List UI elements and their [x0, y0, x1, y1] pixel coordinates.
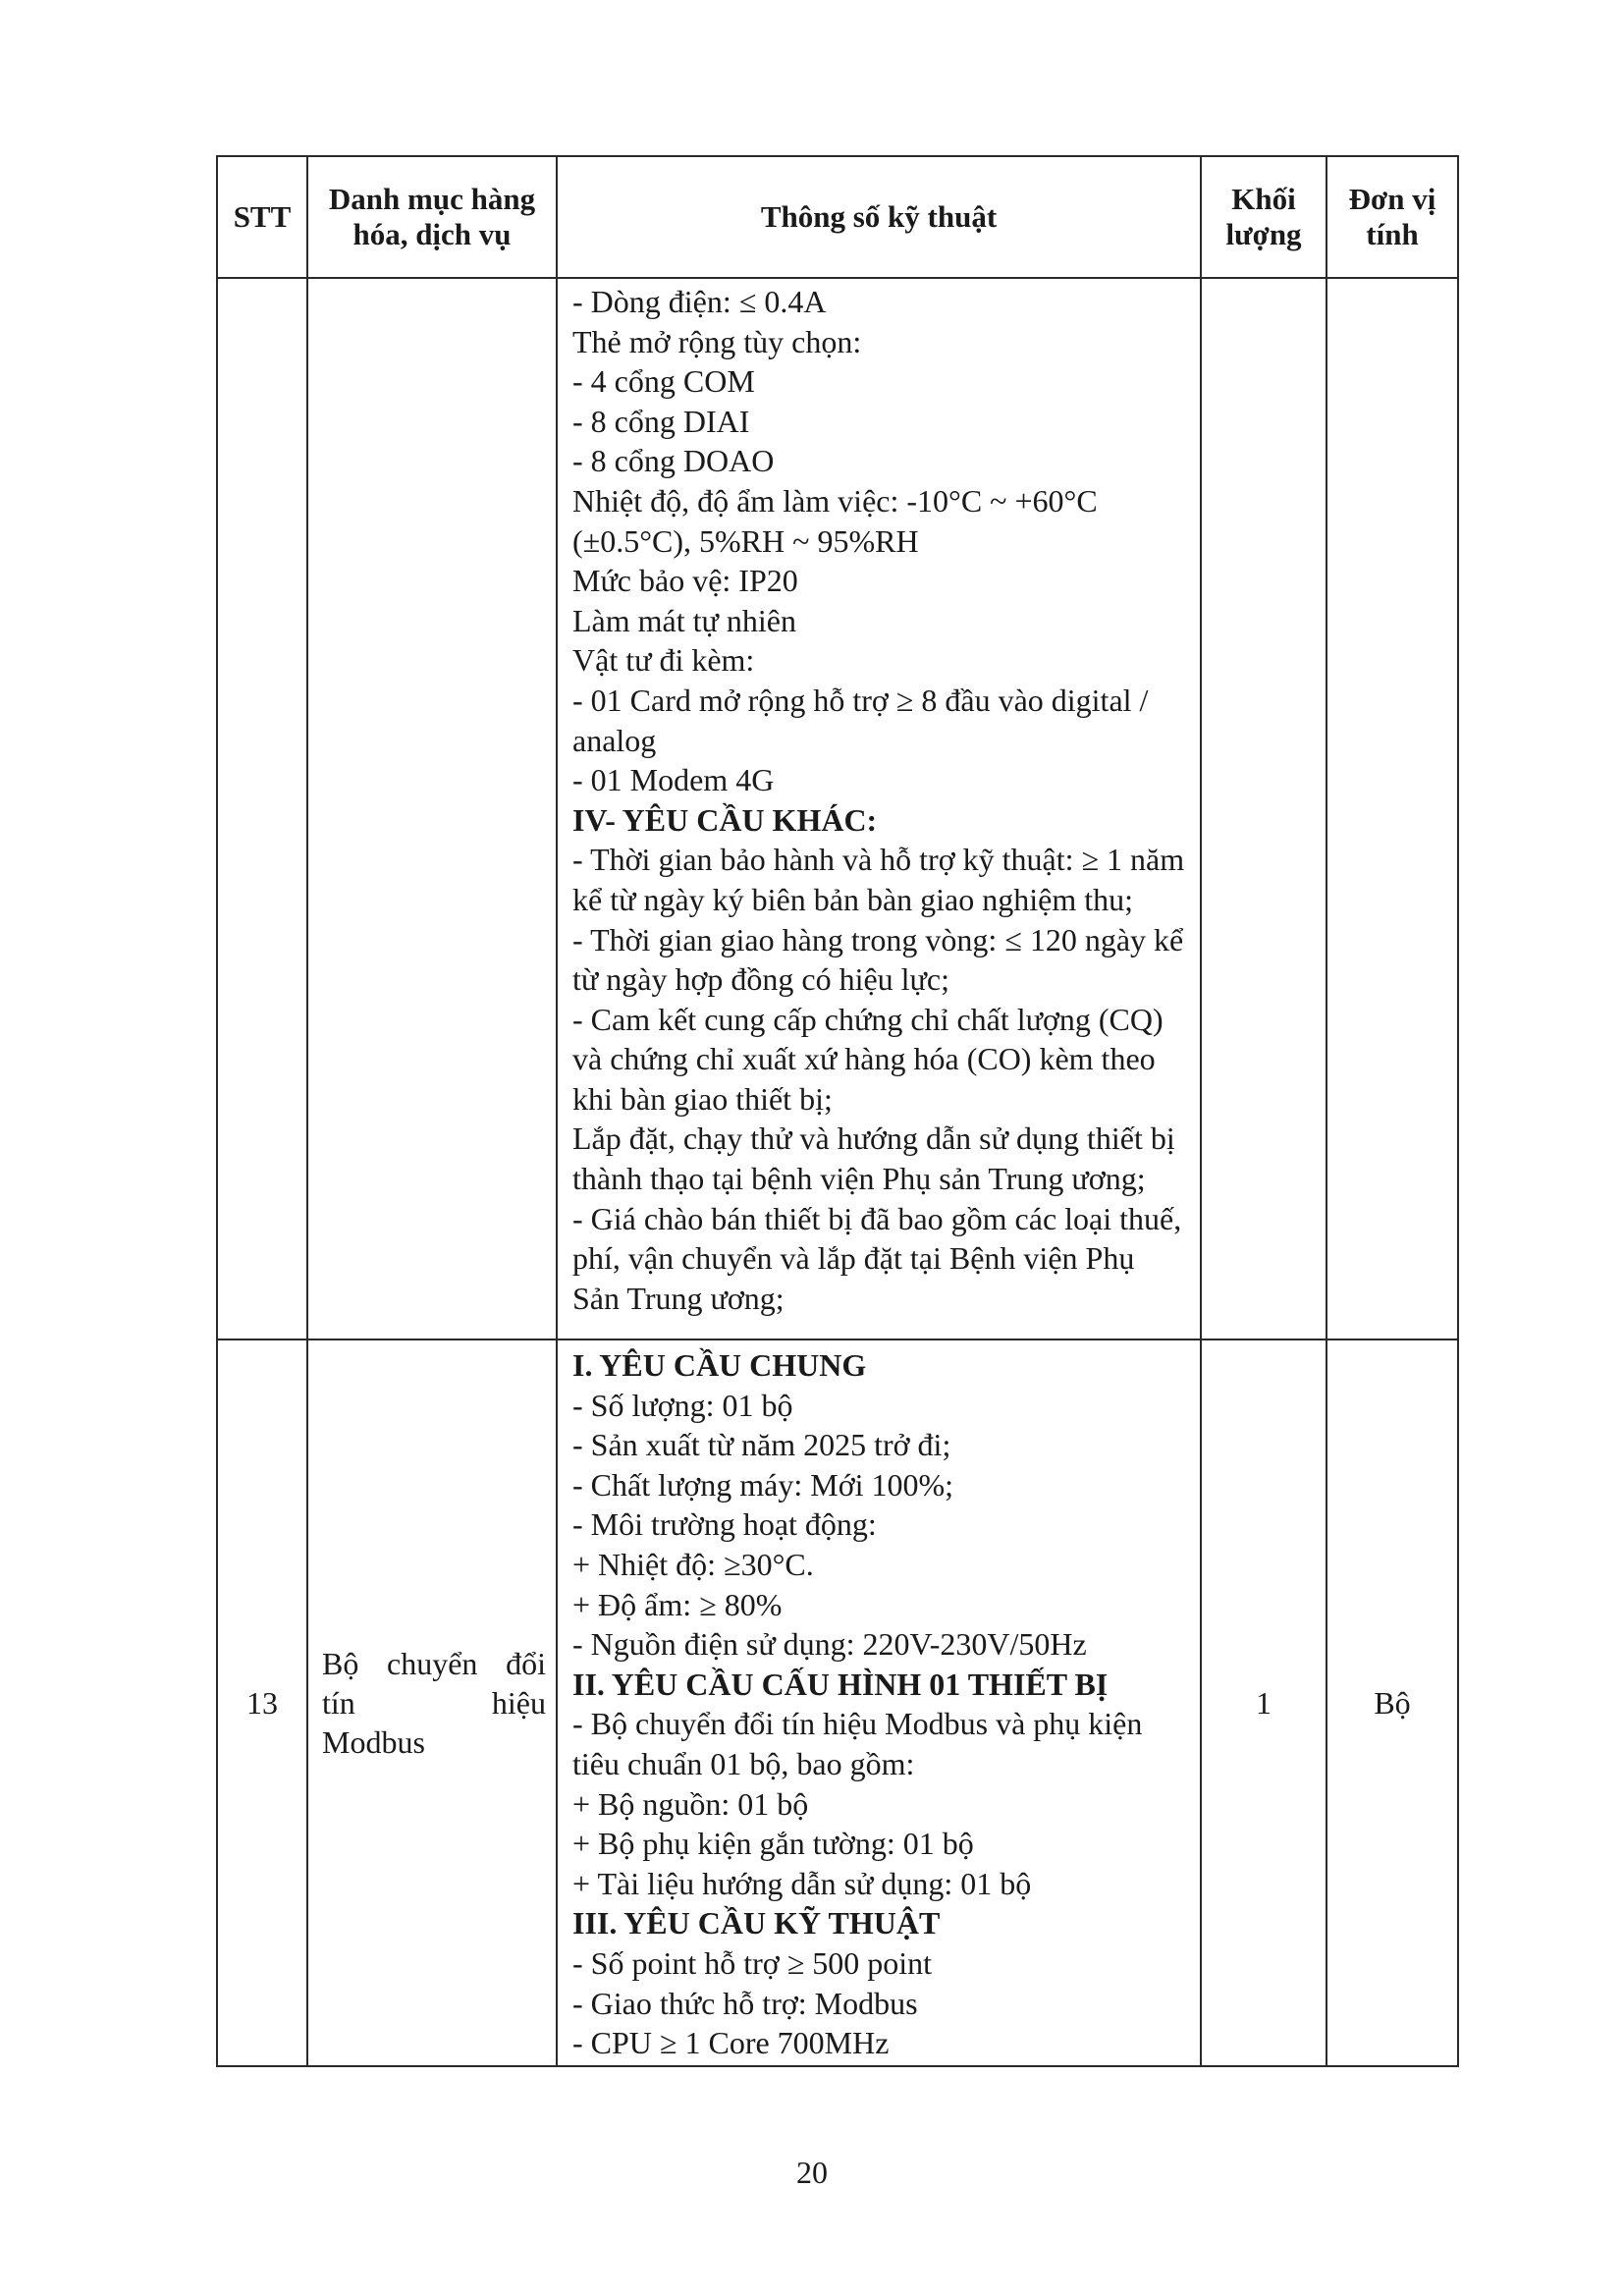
page-number: 20	[796, 2155, 828, 2190]
spec-line: Thẻ mở rộng tùy chọn:	[572, 323, 862, 359]
spec-line: - Cam kết cung cấp chứng chỉ chất lượng (CQ) và chứng chỉ xuất xứ hàng hóa (CO) kèm theo khi bàn giao thiết bị;	[572, 1001, 1164, 1117]
row2-stt: 13	[217, 1339, 307, 2066]
row2-qty: 1	[1201, 1339, 1326, 2066]
row1-name-cell	[307, 278, 557, 1339]
spec-line: + Độ ẩm: ≥ 80%	[572, 1586, 783, 1622]
spec-line: - Dòng điện: ≤ 0.4A	[572, 284, 827, 319]
spec-line: - 01 Card mở rộng hỗ trợ ≥ 8 đầu vào digital / analog	[572, 682, 1149, 758]
table-row	[217, 278, 1458, 1339]
spec-line: Nhiệt độ, độ ẩm làm việc: -10°C ~ +60°C (±0.5°C), 5%RH ~ 95%RH	[572, 482, 1098, 559]
header-qty: Khối lượng	[1201, 156, 1326, 278]
spec-line: - Bộ chuyển đổi tín hiệu Modbus và phụ kiện tiêu chuẩn 01 bộ, bao gồm:	[572, 1706, 1143, 1781]
header-stt: STT	[217, 156, 307, 278]
spec-line: - CPU ≥ 1 Core 700MHz	[572, 2025, 890, 2061]
spec-line: - 8 cổng DIAI	[572, 403, 750, 439]
spec-line: - Số point hỗ trợ ≥ 500 point	[572, 1944, 933, 1981]
row2-name-cell	[307, 1339, 557, 2066]
item-name-line: tín hiệu	[322, 1685, 546, 1721]
row1-qty-cell	[1201, 278, 1326, 1339]
row1-spec-text	[559, 280, 1199, 1318]
row2-spec-text	[559, 1341, 1199, 2063]
spec-line: + Nhiệt độ: ≥30°C.	[572, 1546, 814, 1582]
spec-line: - Giá chào bán thiết bị đã bao gồm các loại thuế, phí, vận chuyển và lắp đặt tại Bệnh viện Phụ Sản Trung ương;	[572, 1200, 1182, 1316]
row2-unit: Bộ	[1326, 1339, 1458, 2066]
row2-spec-cell	[557, 1339, 1201, 2066]
header-name: Danh mục hàng hóa, dịch vụ	[307, 156, 557, 278]
spec-line: - 8 cổng DOAO	[572, 443, 775, 479]
spec-line: Vật tư đi kèm:	[572, 642, 755, 679]
spec-line: - Thời gian bảo hành và hỗ trợ kỹ thuật: ≥ 1 năm kể từ ngày ký biên bản bàn giao nghiệm thu;	[572, 842, 1185, 917]
spec-line: - Sản xuất từ năm 2025 trở đi;	[572, 1427, 951, 1463]
spec-line: + Bộ phụ kiện gắn tường: 01 bộ	[572, 1826, 974, 1862]
header-row	[217, 156, 1458, 278]
table-row	[217, 1339, 1458, 2066]
spec-line: - 4 cổng COM	[572, 363, 755, 400]
section-heading: IV- YÊU CẦU KHÁC:	[572, 801, 878, 838]
section-heading: I. YÊU CẦU CHUNG	[572, 1347, 867, 1383]
spec-line: - Nguồn điện sử dụng: 220V-230V/50Hz	[572, 1626, 1087, 1663]
item-name-line: Bộ chuyển đổi	[322, 1646, 546, 1681]
header-spec: Thông số kỹ thuật	[557, 156, 1201, 278]
spec-line: - Môi trường hoạt động:	[572, 1506, 877, 1543]
spec-line: Làm mát tự nhiên	[572, 602, 796, 638]
spec-line: Mức bảo vệ: IP20	[572, 563, 798, 599]
spec-line: - Chất lượng máy: Mới 100%;	[572, 1466, 954, 1503]
spec-line: + Tài liệu hướng dẫn sử dụng: 01 bộ	[572, 1865, 1032, 1901]
spec-line: - Giao thức hỗ trợ: Modbus	[572, 1985, 918, 2021]
section-heading: III. YÊU CẦU KỸ THUẬT	[572, 1905, 941, 1941]
spec-table	[216, 155, 1459, 2067]
header-unit: Đơn vị tính	[1326, 156, 1458, 278]
row1-spec-cell	[557, 278, 1201, 1339]
spec-line: - Số lượng: 01 bộ	[572, 1387, 793, 1423]
spec-line: - 01 Modem 4G	[572, 762, 775, 798]
row1-stt-cell	[217, 278, 307, 1339]
section-heading: II. YÊU CẦU CẤU HÌNH 01 THIẾT BỊ	[572, 1666, 1109, 1702]
spec-line: Lắp đặt, chạy thử và hướng dẫn sử dụng thiết bị thành thạo tại bệnh viện Phụ sản Trung ương;	[572, 1121, 1175, 1197]
spec-line: + Bộ nguồn: 01 bộ	[572, 1785, 809, 1822]
row1-unit-cell	[1326, 278, 1458, 1339]
spec-line: - Thời gian giao hàng trong vòng: ≤ 120 ngày kể từ ngày hợp đồng có hiệu lực;	[572, 921, 1184, 998]
item-name-line: Modbus	[322, 1724, 425, 1760]
